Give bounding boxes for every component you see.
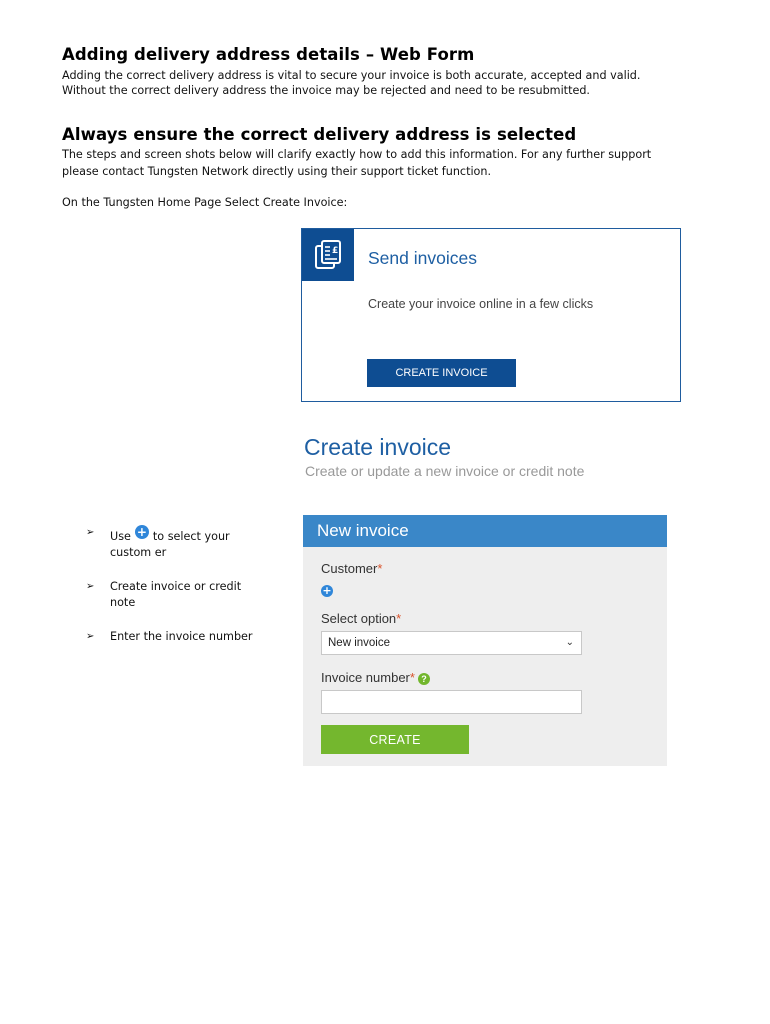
send-invoices-description: Create your invoice online in a few clicks	[368, 297, 594, 311]
home-page-instruction: On the Tungsten Home Page Select Create Invoice:	[62, 196, 348, 209]
form-header: New invoice	[303, 515, 667, 547]
steps-line-1: The steps and screen shots below will clarify exactly how to add this information. For any further support	[62, 148, 652, 161]
create-button[interactable]: CREATE	[321, 725, 469, 754]
add-customer-button[interactable]: +	[322, 584, 332, 597]
help-icon[interactable]: ?	[418, 673, 430, 685]
section-heading-delivery-address: Adding delivery address details – Web Form	[62, 45, 475, 64]
invoice-type-select[interactable]: New invoice ⌄	[321, 631, 582, 655]
send-invoices-card	[301, 228, 681, 402]
invoice-number-input[interactable]	[321, 690, 582, 714]
intro-line-2: Without the correct delivery address the invoice may be rejected and need to be resubmitted.	[62, 84, 590, 97]
select-option-label: Select option*	[321, 611, 402, 626]
list-item: ➢ Use + to select your custom er	[86, 525, 230, 559]
send-invoices-title: Send invoices	[368, 248, 477, 268]
invoice-document-icon	[302, 229, 354, 281]
steps-line-2: please contact Tungsten Network directly using their support ticket function.	[62, 165, 492, 178]
section-heading-ensure-address: Always ensure the correct delivery address is selected	[62, 125, 577, 144]
intro-line-1: Adding the correct delivery address is vital to secure your invoice is both accurate, accepted and valid.	[62, 69, 641, 82]
invoice-number-label: Invoice number* ?	[321, 670, 430, 685]
new-invoice-form	[303, 515, 667, 766]
create-invoice-title: Create invoice	[304, 434, 452, 460]
list-item: ➢ Create invoice or credit note	[86, 580, 242, 609]
chevron-down-icon: ⌄	[565, 637, 574, 648]
create-invoice-button[interactable]: CREATE INVOICE	[367, 359, 516, 387]
create-invoice-subtitle: Create or update a new invoice or credit note	[305, 463, 585, 479]
add-customer-icon: +	[136, 525, 147, 539]
list-item: ➢ Enter the invoice number	[86, 630, 253, 643]
arrow-bullet-icon: ➢	[86, 631, 95, 642]
arrow-bullet-icon: ➢	[86, 581, 95, 592]
customer-label: Customer*	[321, 561, 383, 576]
arrow-bullet-icon: ➢	[86, 527, 95, 538]
svg-text:£: £	[332, 246, 339, 256]
instruction-list	[86, 525, 286, 663]
